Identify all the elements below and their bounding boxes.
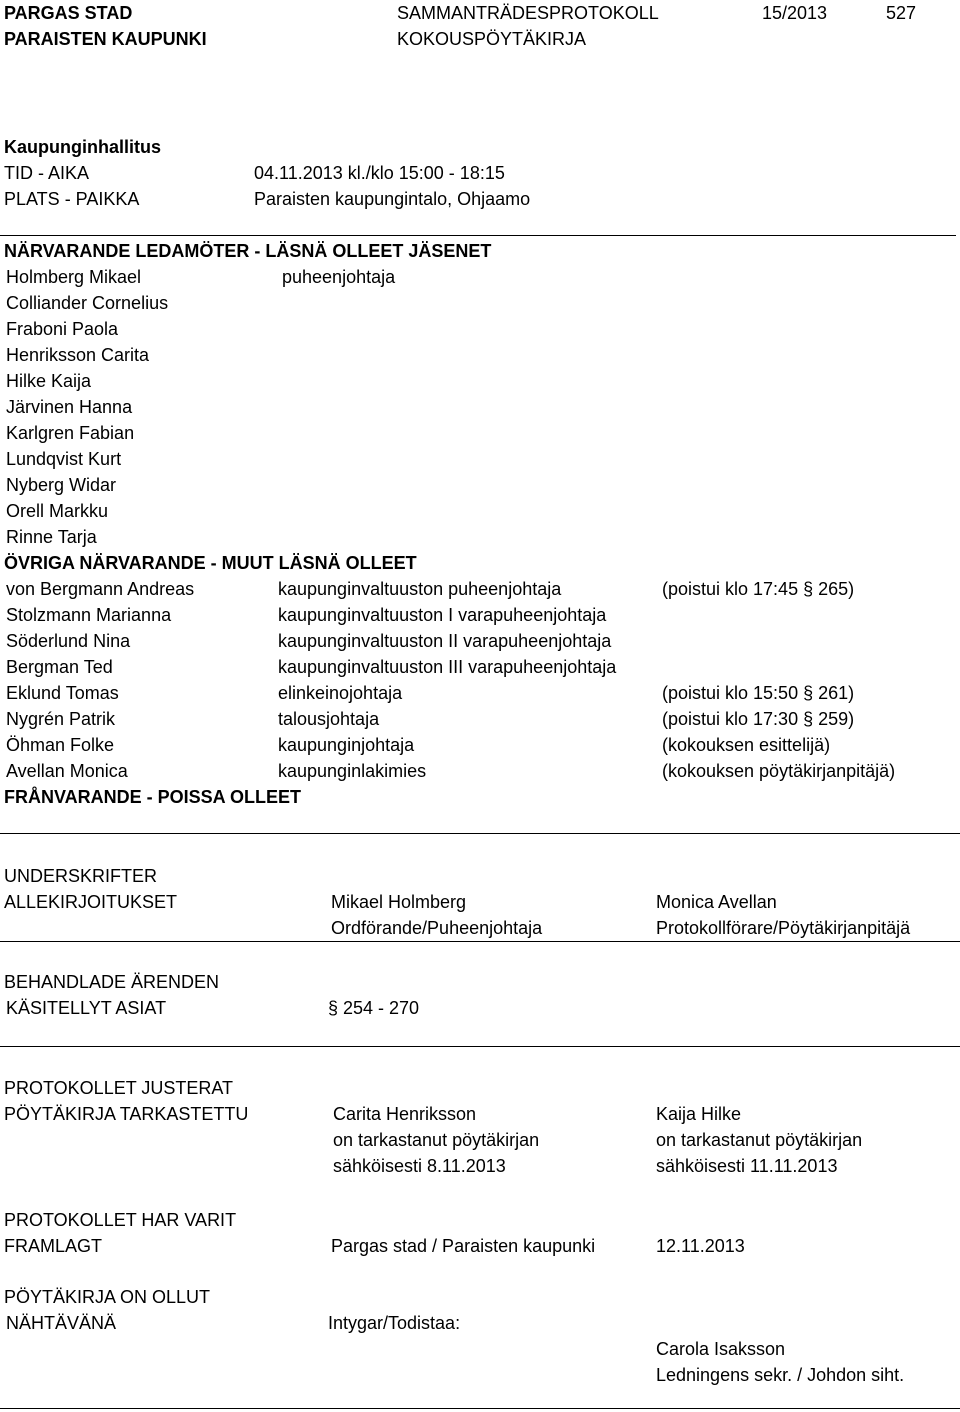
- other-note: (poistui klo 17:45 § 265): [662, 579, 855, 599]
- divider: [0, 941, 960, 942]
- other-name: Öhman Folke: [6, 735, 115, 755]
- display-date: 12.11.2013: [656, 1236, 745, 1256]
- review-label-fi: PÖYTÄKIRJA TARKASTETTU: [4, 1104, 249, 1124]
- other-role: kaupunginvaltuuston II varapuheenjohtaja: [278, 631, 612, 651]
- member-name: Fraboni Paola: [6, 319, 119, 339]
- reviewer-1-name: Carita Henriksson: [333, 1104, 477, 1124]
- divider: [0, 1408, 960, 1409]
- place-value: Paraisten kaupungintalo, Ohjaamo: [254, 189, 531, 209]
- other-role: kaupunginvaltuuston I varapuheenjohtaja: [278, 605, 607, 625]
- absent-heading: FRÅNVARANDE - POISSA OLLEET: [4, 787, 302, 807]
- other-note: (kokouksen pöytäkirjanpitäjä): [662, 761, 896, 781]
- other-name: Stolzmann Marianna: [6, 605, 172, 625]
- org-name-sv: PARGAS STAD: [4, 3, 133, 23]
- review-label-sv: PROTOKOLLET JUSTERAT: [4, 1078, 234, 1098]
- display-place: Pargas stad / Paraisten kaupunki: [331, 1236, 596, 1256]
- member-name: Holmberg Mikael: [6, 267, 142, 287]
- certifier-name: Carola Isaksson: [656, 1339, 786, 1359]
- member-role: puheenjohtaja: [282, 267, 396, 287]
- reviewer-1-line1: on tarkastanut pöytäkirjan: [333, 1130, 540, 1150]
- other-name: Avellan Monica: [6, 761, 128, 781]
- issue-number: 15/2013: [762, 3, 828, 23]
- divider: [0, 833, 960, 834]
- signer-chair-title: Ordförande/Puheenjohtaja: [331, 918, 543, 938]
- member-name: Karlgren Fabian: [6, 423, 135, 443]
- member-name: Järvinen Hanna: [6, 397, 133, 417]
- doc-type-fi: KOKOUSPÖYTÄKIRJA: [397, 29, 587, 49]
- items-label-fi: KÄSITELLYT ASIAT: [6, 998, 167, 1018]
- divider: [0, 1046, 960, 1047]
- org-name-fi: PARAISTEN KAUPUNKI: [4, 29, 207, 49]
- other-note: (poistui klo 17:30 § 259): [662, 709, 855, 729]
- signer-secretary-name: Monica Avellan: [656, 892, 777, 912]
- reviewer-2-line2: sähköisesti 11.11.2013: [656, 1156, 838, 1176]
- other-name: von Bergmann Andreas: [6, 579, 195, 599]
- items-range: § 254 - 270: [328, 998, 420, 1018]
- page-number: 527: [886, 3, 917, 23]
- other-role: kaupunginvaltuuston puheenjohtaja: [278, 579, 562, 599]
- place-label: PLATS - PAIKKA: [4, 189, 140, 209]
- other-name: Bergman Ted: [6, 657, 113, 677]
- other-name: Eklund Tomas: [6, 683, 119, 703]
- items-label-sv: BEHANDLADE ÄRENDEN: [4, 972, 220, 992]
- notice-label-sv: PÖYTÄKIRJA ON OLLUT: [4, 1287, 211, 1307]
- other-note: (kokouksen esittelijä): [662, 735, 831, 755]
- notice-label-fi: NÄHTÄVÄNÄ: [6, 1313, 117, 1333]
- member-name: Colliander Cornelius: [6, 293, 169, 313]
- reviewer-2-line1: on tarkastanut pöytäkirjan: [656, 1130, 863, 1150]
- signer-chair-name: Mikael Holmberg: [331, 892, 467, 912]
- signatures-label-sv: UNDERSKRIFTER: [4, 866, 158, 886]
- time-value: 04.11.2013 kl./klo 15:00 - 18:15: [254, 163, 505, 183]
- display-label-fi: FRAMLAGT: [4, 1236, 103, 1256]
- doc-type-sv: SAMMANTRÄDESPROTOKOLL: [397, 3, 659, 23]
- certify-label: Intygar/Todistaa:: [328, 1313, 461, 1333]
- other-role: elinkeinojohtaja: [278, 683, 403, 703]
- other-role: kaupunginlakimies: [278, 761, 427, 781]
- member-name: Nyberg Widar: [6, 475, 117, 495]
- signatures-label-fi: ALLEKIRJOITUKSET: [4, 892, 178, 912]
- member-name: Lundqvist Kurt: [6, 449, 122, 469]
- other-role: kaupunginvaltuuston III varapuheenjohtaja: [278, 657, 617, 677]
- meeting-body: Kaupunginhallitus: [4, 137, 161, 157]
- divider: [0, 235, 956, 236]
- certifier-title: Ledningens sekr. / Johdon siht.: [656, 1365, 905, 1385]
- display-label-sv: PROTOKOLLET HAR VARIT: [4, 1210, 237, 1230]
- others-heading: ÖVRIGA NÄRVARANDE - MUUT LÄSNÄ OLLEET: [4, 553, 417, 573]
- member-name: Hilke Kaija: [6, 371, 92, 391]
- other-note: (poistui klo 15:50 § 261): [662, 683, 855, 703]
- members-heading: NÄRVARANDE LEDAMÖTER - LÄSNÄ OLLEET JÄSENET: [4, 241, 492, 261]
- member-name: Henriksson Carita: [6, 345, 150, 365]
- reviewer-2-name: Kaija Hilke: [656, 1104, 742, 1124]
- member-name: Rinne Tarja: [6, 527, 97, 547]
- reviewer-1-line2: sähköisesti 8.11.2013: [333, 1156, 506, 1176]
- member-name: Orell Markku: [6, 501, 109, 521]
- time-label: TID - AIKA: [4, 163, 90, 183]
- other-name: Söderlund Nina: [6, 631, 131, 651]
- other-name: Nygrén Patrik: [6, 709, 116, 729]
- signer-secretary-title: Protokollförare/Pöytäkirjanpitäjä: [656, 918, 911, 938]
- other-role: talousjohtaja: [278, 709, 380, 729]
- other-role: kaupunginjohtaja: [278, 735, 415, 755]
